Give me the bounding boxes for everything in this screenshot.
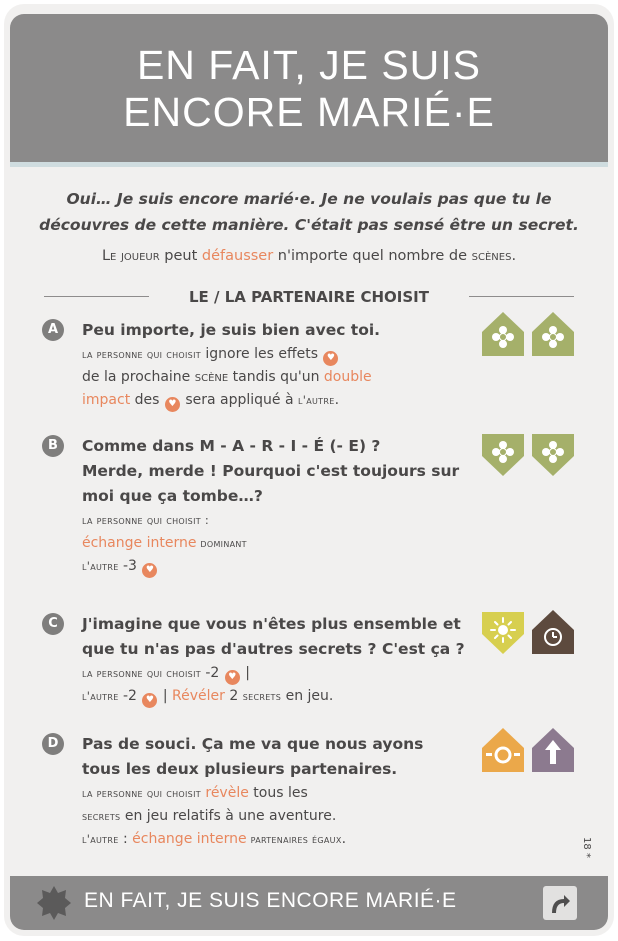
flavor-line-1: Oui… Je suis encore marié·e. Je ne voulais pas que tu le	[66, 190, 552, 208]
option-c-icons	[480, 608, 580, 662]
olive-chevron-flower-icon	[482, 434, 524, 476]
option-c-effect	[82, 662, 482, 708]
option-a-text-3: tandis qu'un	[228, 369, 324, 385]
option-c-value-1: -2	[200, 665, 224, 681]
option-d-badge: D	[42, 733, 64, 755]
option-d-keyword-revele: révèle	[205, 785, 249, 801]
card-header	[10, 14, 608, 164]
card-footer	[10, 876, 608, 930]
option-d-secrets: secrets	[82, 809, 121, 823]
olive-chevron-flower-icon	[532, 434, 574, 476]
option-a-keyword-double: double	[323, 369, 372, 385]
rule-dot: .	[511, 248, 517, 264]
option-c-chooser: la personne qui choisit	[82, 666, 201, 680]
section-header	[44, 284, 574, 310]
option-a-chooser: la personne qui choisit	[82, 347, 201, 361]
option-b-other: l'autre	[82, 559, 119, 573]
game-card	[4, 4, 614, 936]
option-b-keyword-echange: échange interne	[82, 535, 197, 551]
option-a	[42, 318, 482, 412]
option-a-text-5: sera appliqué à	[180, 392, 299, 408]
star-badge-icon	[36, 885, 72, 921]
option-d-keyword-echange: échange interne	[132, 831, 247, 847]
option-c-title-line-1: J'imagine que vous n'êtes plus ensemble et	[82, 615, 461, 633]
option-d-text-2: en jeu relatifs à une aventure.	[120, 808, 337, 824]
option-c-value-2: -2	[118, 688, 142, 704]
rule-scenes: scènes	[471, 248, 512, 264]
option-b-title-line-3: moi que ça tombe…?	[82, 487, 263, 505]
option-a-badge: A	[42, 319, 64, 341]
option-c-badge: C	[42, 613, 64, 635]
flavor-text	[24, 186, 594, 238]
option-d-text-1: tous les	[248, 785, 308, 801]
option-d-colon: :	[118, 831, 133, 847]
card-title-line-1: EN FAIT, JE SUIS	[136, 42, 482, 88]
option-b-title	[82, 434, 482, 509]
option-a-text-2: de la prochaine	[82, 369, 195, 385]
option-b-badge: B	[42, 435, 64, 457]
yellow-chevron-sun-icon	[482, 612, 524, 654]
heart-icon: ♥	[142, 563, 157, 578]
heart-icon: ♥	[142, 693, 157, 708]
section-divider-right	[469, 296, 574, 297]
option-d-effect	[82, 782, 482, 851]
option-a-text-4: des	[130, 392, 164, 408]
option-d-dot: .	[341, 831, 347, 847]
rule-nimporte: n'importe quel nombre de	[273, 248, 472, 264]
option-a-dot: .	[334, 392, 340, 408]
card-title	[10, 42, 608, 136]
rule-keyword-defausser: défausser	[201, 248, 274, 264]
option-d-partenaires: partenaires égaux	[246, 832, 342, 846]
option-b-title-line-1: Comme dans M - A - R - I - É (- E) ?	[82, 437, 381, 455]
return-arrow-icon	[542, 885, 578, 921]
option-c-count: 2	[224, 688, 243, 704]
option-b-icons	[480, 430, 580, 484]
option-a-title: Peu importe, je suis bien avec toi.	[82, 321, 381, 339]
heart-icon: ♥	[323, 351, 338, 366]
option-d-title-line-1: Pas de souci. Ça me va que nous ayons	[82, 735, 424, 753]
option-a-text-1: ignore les effets	[200, 346, 323, 362]
option-c-secrets: secrets	[242, 689, 282, 703]
option-a-keyword-impact: impact	[82, 392, 131, 408]
olive-house-flower-icon	[482, 312, 524, 356]
option-d-chooser: la personne qui choisit	[82, 786, 201, 800]
option-c-title	[82, 612, 482, 662]
option-d-title	[82, 732, 482, 782]
card-number: 18 *	[580, 837, 592, 858]
brown-house-clock-icon	[532, 610, 574, 654]
card-title-line-2: ENCORE MARIÉ·E	[123, 89, 495, 135]
option-c-text-end: en jeu.	[281, 688, 334, 704]
section-label: LE / LA PARTENAIRE CHOISIT	[189, 288, 429, 306]
option-a-other: l'autre	[298, 393, 335, 407]
option-a-icons	[480, 310, 580, 364]
option-d-title-line-2: tous les deux plusieurs partenaires.	[82, 760, 398, 778]
rule-text	[24, 244, 594, 268]
option-c-title-line-2: que tu n'as pas d'autres secrets ? C'est ça ?	[82, 640, 465, 658]
olive-house-flower-icon	[532, 312, 574, 356]
option-b-effect	[82, 509, 482, 578]
option-c-separator-2: |	[158, 688, 173, 704]
option-d	[42, 732, 482, 851]
option-a-scene: scène	[194, 369, 229, 385]
orange-house-ring-icon	[482, 728, 524, 772]
option-c-keyword-reveler: Révéler	[172, 688, 225, 704]
purple-house-arrow-icon	[532, 728, 574, 772]
option-b-dominant: dominant	[196, 536, 247, 550]
footer-title: EN FAIT, JE SUIS ENCORE MARIÉ·E	[84, 889, 457, 912]
option-b-value: -3	[118, 558, 142, 574]
header-divider	[10, 162, 608, 167]
option-b-chooser: la personne qui choisit :	[82, 513, 210, 527]
option-b	[42, 434, 482, 578]
heart-icon: ♥	[165, 397, 180, 412]
option-d-icons	[480, 726, 580, 780]
option-c-other: l'autre	[82, 689, 119, 703]
option-c-separator-1: |	[240, 665, 250, 681]
option-c	[42, 612, 482, 708]
option-d-other: l'autre	[82, 832, 119, 846]
option-a-effect	[82, 343, 482, 412]
option-b-title-line-2: Merde, merde ! Pourquoi c'est toujours sur	[82, 462, 460, 480]
heart-icon: ♥	[225, 670, 240, 685]
rule-peut: peut	[159, 248, 202, 264]
rule-player: Le joueur	[101, 248, 160, 264]
flavor-line-2: découvres de cette manière. C'était pas sensé être un secret.	[39, 216, 579, 234]
